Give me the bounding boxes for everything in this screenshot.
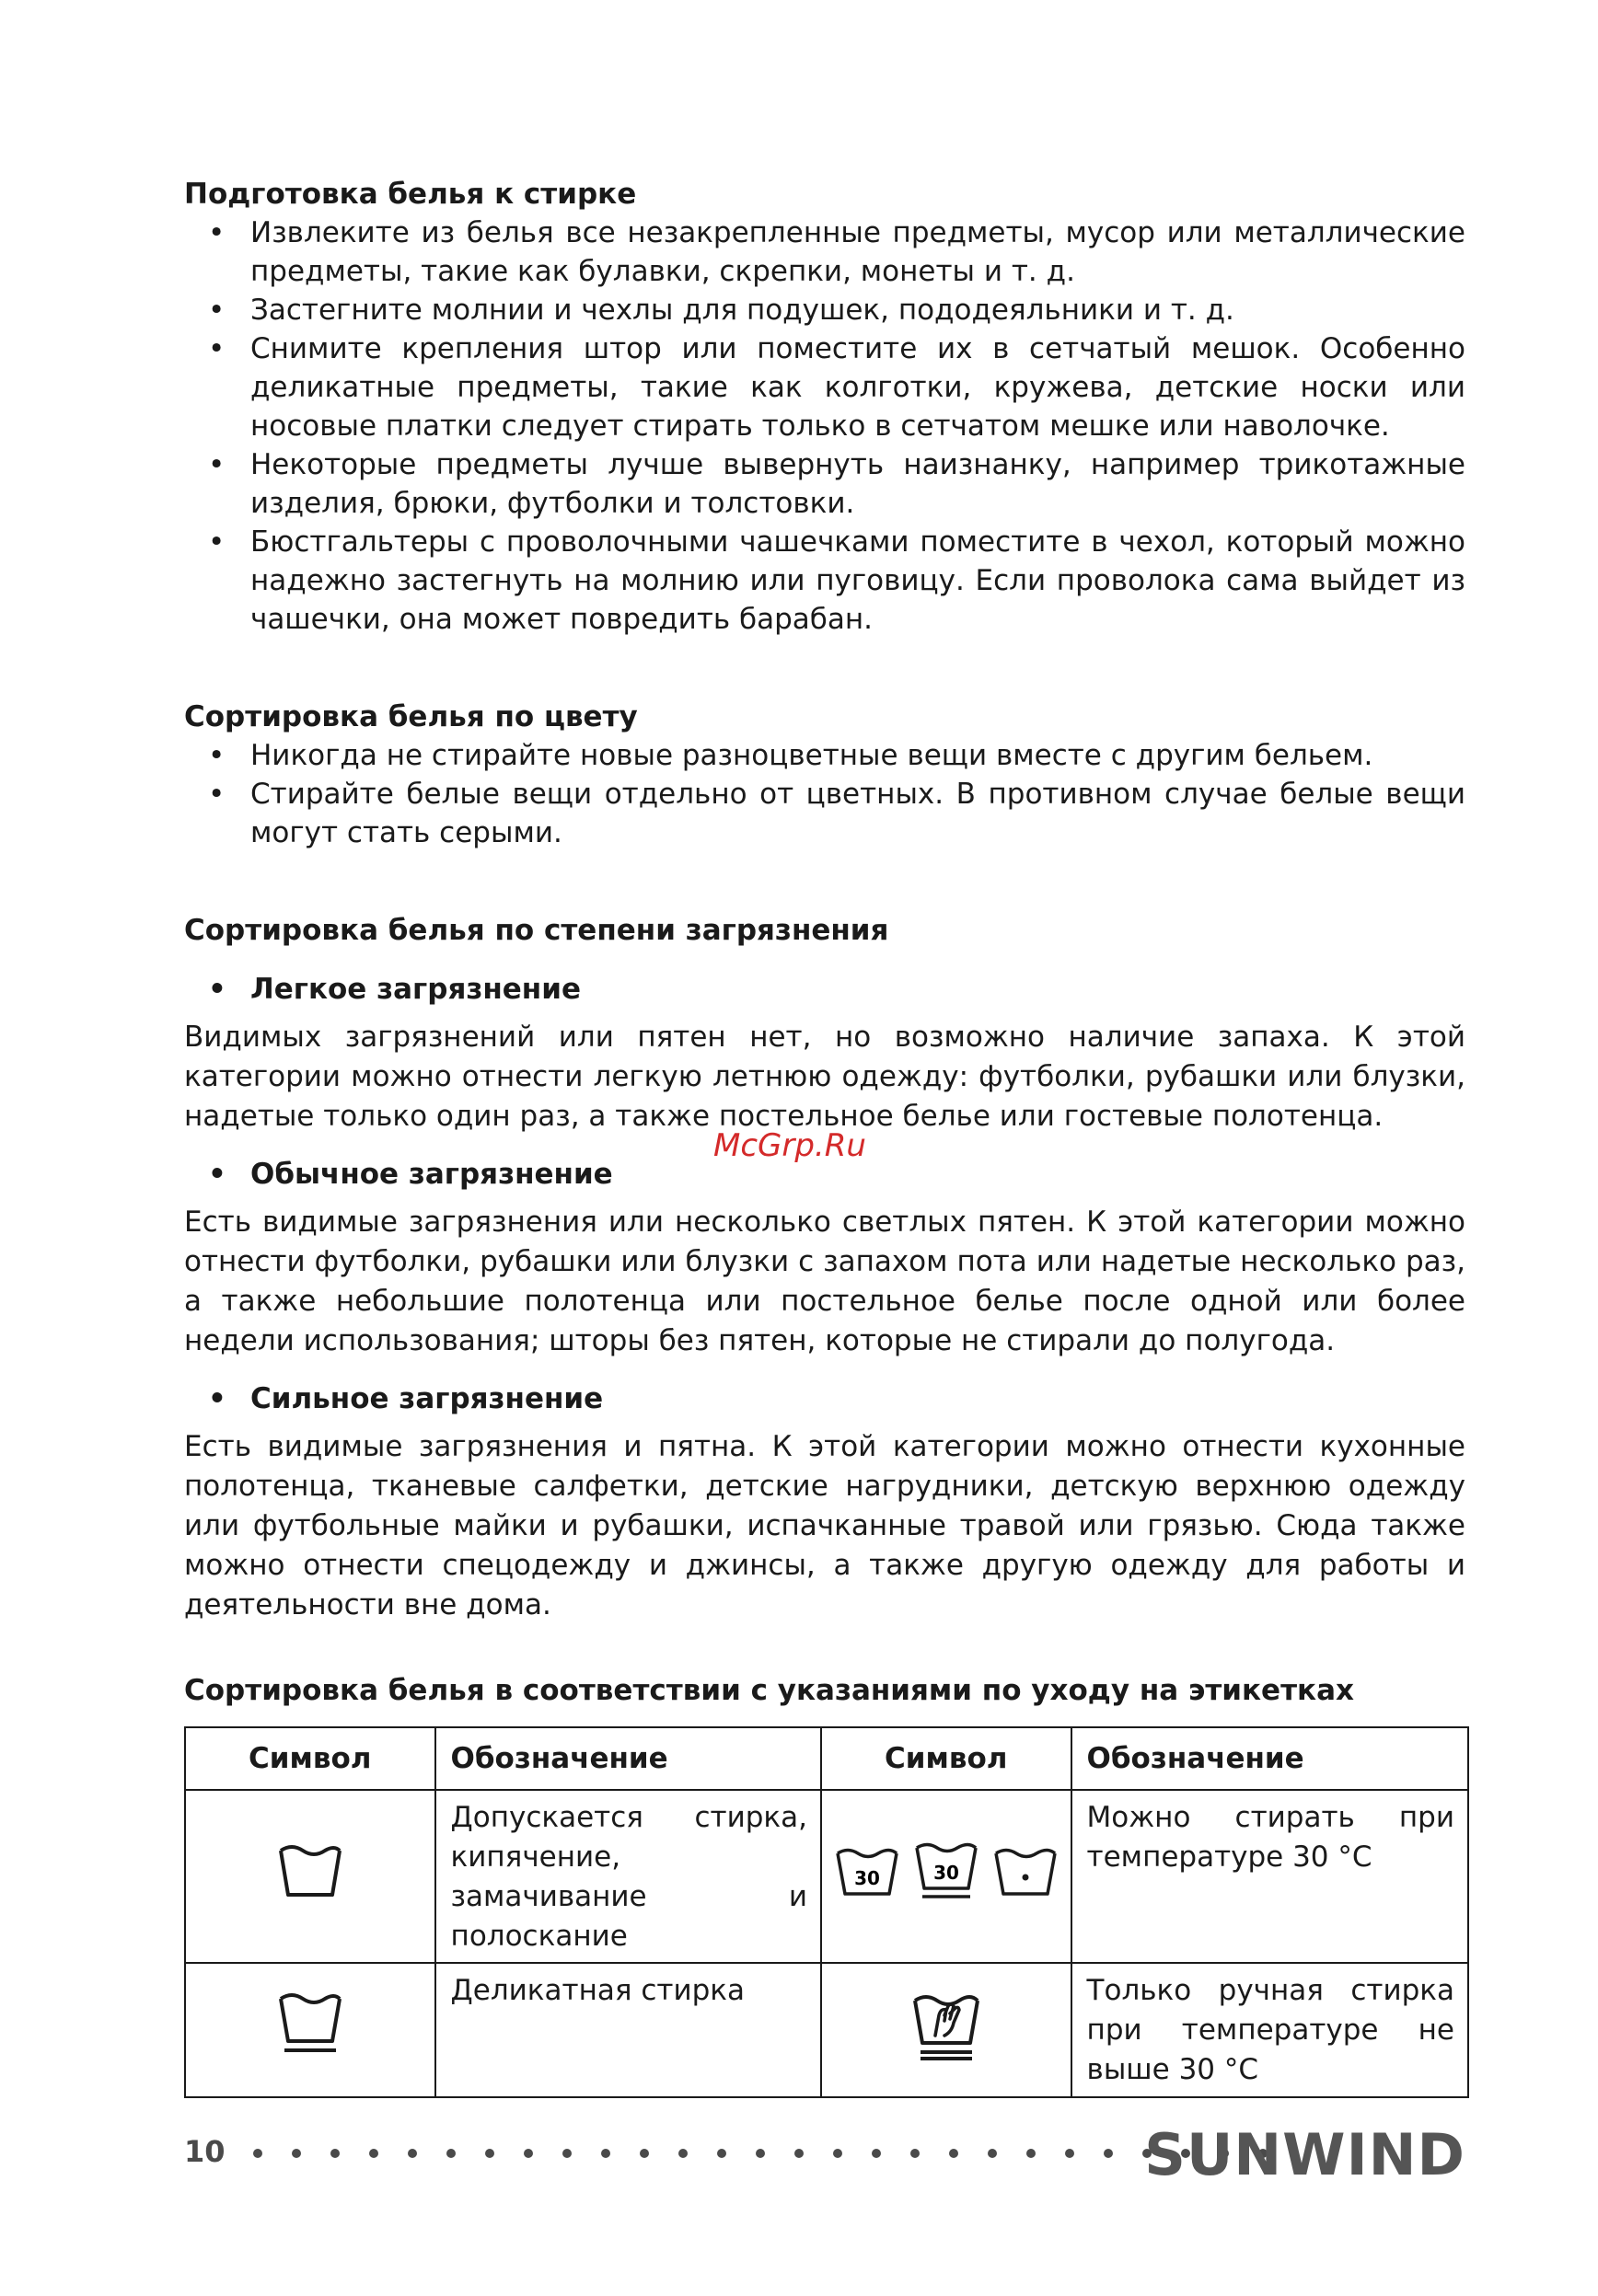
wash-tub-icon — [273, 1841, 347, 1900]
heavy-soil-text: Есть видимые загрязнения и пятна. К этой категории можно отнести кухонные полотенца, тканевые салфетки, детские нагрудники, детскую верхнюю одежду или футбольные майки и рубашки, испачканные травой или грязью. Сюда также можно отнести спецодежду и джинсы, а также другую одежду для работы и деятельности вне дома. — [184, 1430, 1465, 1621]
wash-30-gentle-icon — [911, 1839, 981, 1903]
footer-dot — [1065, 2149, 1074, 2158]
temperature-label: 30 — [853, 1867, 880, 1889]
page-footer — [184, 2121, 1465, 2186]
page-number: 10 — [184, 2134, 226, 2169]
list-item: • Бюстгальтеры с проволочными чашечками поместите в чехол, который можно надежно застегнуть на молнию или пуговицу. Если проволока сама выйдет из чашечки, она может повредить барабан. — [184, 523, 1465, 639]
footer-dot — [1104, 2149, 1113, 2158]
footer-dot — [601, 2149, 610, 2158]
section-title-prep: Подготовка белья к стирке — [184, 178, 637, 211]
footer-dot — [872, 2149, 881, 2158]
footer-dot — [756, 2149, 765, 2158]
list-item: • Некоторые предметы лучше вывернуть наизнанку, например трикотажные изделия, брюки, футболки и толстовки. — [184, 445, 1465, 523]
meaning-cell: Можно стирать при температуре 30 °C — [1071, 1790, 1468, 1963]
prep-list — [184, 213, 1465, 639]
header-meaning: Обозначение — [435, 1727, 821, 1790]
watermark: McGrp.Ru — [713, 1127, 866, 1164]
symbol-cell — [821, 1790, 1071, 1963]
header-meaning: Обозначение — [1071, 1727, 1468, 1790]
subsection-light: • Легкое загрязнение — [184, 970, 1465, 1009]
subsection-normal: • Обычное загрязнение — [184, 1155, 1465, 1194]
meaning-cell: Деликатная стирка — [435, 1963, 821, 2097]
symbol-cell — [821, 1963, 1071, 2097]
list-item: • Стирайте белые вещи отдельно от цветных. В противном случае белые вещи могут стать серыми. — [184, 775, 1465, 852]
section-title-soil: Сортировка белья по степени загрязнения — [184, 914, 889, 947]
list-item: • Извлеките из белья все незакрепленные предметы, мусор или металлические предметы, такие как булавки, скрепки, монеты и т. д. — [184, 213, 1465, 291]
delicate-wash-icon — [273, 1990, 347, 2059]
footer-dot — [485, 2149, 494, 2158]
section-title-labels: Сортировка белья в соответствии с указаниями по уходу на этикетках — [184, 1674, 1354, 1707]
header-symbol: Символ — [185, 1727, 435, 1790]
footer-dot — [794, 2149, 804, 2158]
hand-wash-icon — [908, 1988, 985, 2061]
table-header-row — [185, 1727, 1468, 1790]
footer-dot — [988, 2149, 997, 2158]
list-item: • Застегните молнии и чехлы для подушек, пододеяльники и т. д. — [184, 291, 1465, 329]
meaning-cell: Допускается стирка, кипячение, замачивание и полоскание — [435, 1790, 821, 1963]
color-list — [184, 736, 1465, 852]
list-item: • Никогда не стирайте новые разноцветные вещи вместе с другим бельем. — [184, 736, 1465, 775]
footer-dot — [369, 2149, 378, 2158]
meaning-cell: Только ручная стирка при температуре не выше 30 °C — [1071, 1963, 1468, 2097]
temperature-label: 30 — [932, 1862, 959, 1884]
symbol-cell — [185, 1963, 435, 2097]
footer-dot — [524, 2149, 533, 2158]
footer-dots — [249, 2147, 1289, 2160]
section-title-color: Сортировка белья по цвету — [184, 700, 638, 733]
brand-logo: SUNWIND — [1144, 2121, 1465, 2188]
footer-dot — [292, 2149, 301, 2158]
footer-dot — [833, 2149, 842, 2158]
footer-dot — [640, 2149, 649, 2158]
subsection-heavy: • Сильное загрязнение — [184, 1379, 1465, 1418]
header-symbol: Символ — [821, 1727, 1071, 1790]
footer-dot — [330, 2149, 340, 2158]
footer-dot — [253, 2149, 262, 2158]
symbol-cell — [185, 1790, 435, 1963]
footer-dot — [1026, 2149, 1036, 2158]
footer-dot — [446, 2149, 456, 2158]
footer-dot — [408, 2149, 417, 2158]
light-soil-text: Видимых загрязнений или пятен нет, но возможно наличие запаха. К этой категории можно отнести легкую летнюю одежду: футболки, рубашки или блузки, надетые только один раз, а также постельное белье или гостевые полотенца. — [184, 1021, 1465, 1133]
normal-soil-text: Есть видимые загрязнения или несколько светлых пятен. К этой категории можно отнести футболки, рубашки или блузки с запахом пота или надетые несколько раз, а также небольшие полотенца или постельное белье после одной или более недели использования; шторы без пятен, которые не стирали до полугода. — [184, 1206, 1465, 1357]
footer-dot — [910, 2149, 920, 2158]
footer-dot — [949, 2149, 958, 2158]
table-row — [185, 1790, 1468, 1963]
footer-dot — [717, 2149, 726, 2158]
wash-30-icon — [832, 1844, 902, 1903]
footer-dot — [678, 2149, 688, 2158]
care-symbols-table — [184, 1726, 1469, 2098]
wash-one-dot-icon — [990, 1844, 1060, 1903]
table-row — [185, 1963, 1468, 2097]
footer-dot — [562, 2149, 572, 2158]
list-item: • Снимите крепления штор или поместите их в сетчатый мешок. Особенно деликатные предметы, такие как колготки, кружева, детские носки или носовые платки следует стирать только в сетчатом мешке или наволочке. — [184, 329, 1465, 445]
